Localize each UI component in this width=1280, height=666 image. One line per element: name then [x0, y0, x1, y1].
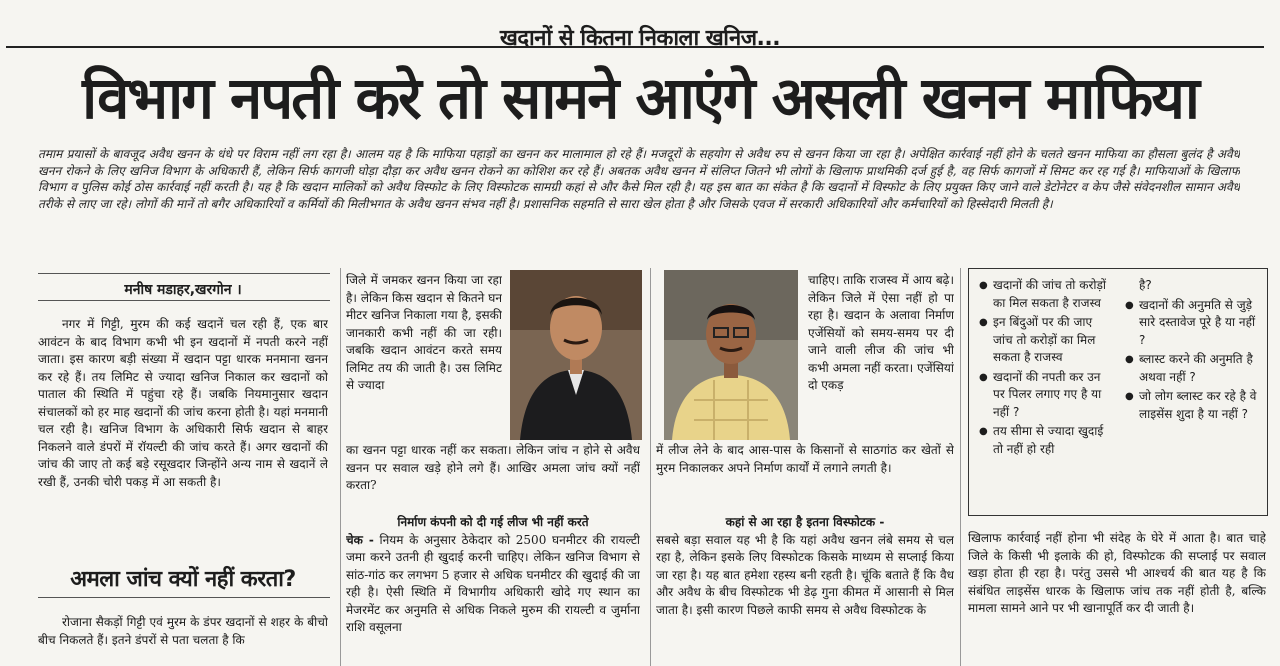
fact-box — [968, 268, 1268, 516]
column-2-top-text: जिले में जमकर खनन किया जा रहा है। लेकिन किस खदान से कितने घन मीटर खनिज निकाला गया है, इसकी जानकारी कभी नहीं की जा रही। जबकि खदान आवंटन करते समय लिमिट तय की जाती है। उस लिमिट से ज्यादा — [346, 273, 502, 392]
column-3-section — [656, 514, 954, 666]
column-separator-3 — [960, 268, 961, 666]
column-3-wide — [656, 442, 954, 512]
subheading-amla: अमला जांच क्यों नहीं करता? — [70, 567, 296, 592]
column-1-body — [38, 316, 328, 556]
fact-box-item: है? — [1139, 278, 1152, 292]
person-photo-1 — [510, 270, 642, 440]
column-2-lead: चेक - — [346, 532, 374, 547]
column-3-section-text — [656, 514, 954, 619]
fact-box-item: ● जो लोग ब्लास्ट कर रहे है वे लाइसेंस शुदा है या नहीं ? — [1125, 388, 1259, 423]
fact-box-item: ● खदानों की जांच तो करोड़ों का मिल सकता है राजस्व — [979, 277, 1111, 312]
byline-rule-bottom — [38, 300, 330, 301]
column-separator — [340, 268, 341, 666]
column-3-top-text: चाहिए। ताकि राजस्व में आय बढ़े। लेकिन जिले में ऐसा नहीं हो पा रहा है। खदान के अलावा निर्माण एजेंसियों को समय-समय पर दी जाने वाली लीज की जांच भी कभी अमला नहीं करता। एजेंसियां दो एकड़ — [808, 273, 954, 392]
person-photo-2 — [664, 270, 798, 440]
column-3-wide-text: में लीज लेने के बाद आस-पास के किसानों से साठगांठ कर खेतों से मुरम निकालकर अपने निर्माण कार्यों में लगाने लगती है। — [656, 443, 954, 475]
column-2-subheading: निर्माण कंपनी को दी गई लीज भी नहीं करते — [397, 515, 589, 529]
fact-box-item: ● तय सीमा से ज्यादा खुदाई तो नहीं हो रही — [979, 423, 1111, 458]
intro-paragraph: तमाम प्रयासों के बावजूद अवैध खनन के धंधे पर विराम नहीं लग रहा है। आलम यह है कि माफिया पहाड़ों का खनन कर मालामाल हो रहे हैं। मजदूरों के सहयोग से अवैध रुप से खनन किया जा रहा है। अपेक्षित कार्रवाई नहीं होने के चलते खनन माफिया का हौसला बुलंद है अवैध खनन रोकने के लिए खनिज विभाग के अधिकारी हैं, लेकिन सिर्फ कागजी घोड़ा दौड़ा कर अवैध खनन रोकने का कोशिश कर रहे हैं। अबतक अवैध खनन में संलिप्त जितने भी लोगों के खिलाफ प्राथमिकी दर्ज हुई है, वह सिर्फ कागजों में सिमट कर रह गई है। माफियाओं के खिलाफ विभाग व पुलिस कोई ठोस कार्रवाई नहीं करती है। यह है कि खदान मालिकों को अवैध विस्फोट के लिए विस्फोटक सामग्री कहां से और कैसे मिल रही है। यह इस बात का संकेत है कि खदानों में विस्फोट के लिए प्रयुक्त किए जाने वाले डेटोनेटर व केप जैसे संवेदनशील सामान अवैध तरीके से लाए जा रहे। लोगों की मानें तो बगैर अधिकारियों व कर्मियों की मिलीभगत के अवैध खनन संभव नहीं है। प्रशासनिक सहमति से सारा खेल होता है और जिसके एवज में सरकारी अधिकारियों और कर्मचारियों को हिस्सेदारी मिलती है। — [38, 147, 1240, 211]
column-1-paragraph-2: रोजाना सैकड़ों गिट्टी एवं मुरम के डंपर खदानों से शहर के बीचो बीच निकलते हैं। इतने डंपरों से पता चलता है कि — [38, 615, 328, 647]
column-2-top — [346, 272, 502, 464]
fact-box-item: ● खदानों की नपती कर उन पर पिलर लगाए गए है या नहीं ? — [979, 369, 1111, 422]
column-1-paragraph: नगर में गिट्टी, मुरम की कई खदानें चल रही हैं, एक बार आवंटन के बाद विभाग कभी भी इन खदानों में नपती करने नहीं जाता। इस कारण बड़ी संख्या में खदान पट्टा धारक मनमाना खनन कर रहे हैं। तय लिमिट से ज्यादा खनिज निकाल कर खदानों को पाताल की स्थिति में पहुंचा रहे हैं। जबकि नियमानुसार खदान संचालकों को हर माह खदानों की जांच करना होती है। यहां मनमानी चल रही है। खनिज विभाग के अधिकारी सिर्फ खदान से बाहर निकलने वाले डंपरों में रॉयल्टी की जांच करते हैं। अगर खदानों की जांच की जाए तो कई बड़े रसूखदार जिन्होंने अन्य नाम से खदानें ले रखी हैं, उनकी चोरी पकड़ में आ सकती है। — [38, 317, 328, 489]
byline: मनीष मडाहर,खरगोन । — [124, 282, 242, 298]
fact-box-item: ● इन बिंदुओं पर की जाए जांच तो करोड़ों का मिल सकता है राजस्व — [979, 314, 1111, 367]
column-2-body: नियम के अनुसार ठेकेदार को 2500 घनमीटर की रायल्टी जमा करने उतनी ही खुदाई करनी चाहिए। लेकिन खनिज विभाग से सांठ-गांठ कर लगभग 5 हजार से अधिक घनमीटर की खुदाई की जा रही है। ऐसी स्थिति में विभागीय अधिकारी खोदे गए स्थान का मेजरमेंट कर अनुमति से अधिक निकले मुरुम की रायल्टी व जुर्माना राशि वसूलना — [346, 532, 640, 634]
subhead-rule — [38, 597, 330, 598]
fact-box-list-right — [1125, 277, 1259, 425]
column-2-wide — [346, 442, 640, 512]
column-4-text: खिलाफ कार्रवाई नहीं होना भी संदेह के घेरे में आता है। बात चाहे जिले के किसी भी इलाके की हो, विस्फोटक की सप्लाई पर सवाल खड़ा होता ही रहा है। परंतु उससे भी आश्चर्य की बात यह है कि संबंधित लाइसेंस धारक के खिलाफ जांच तक नहीं होती है, बल्कि मामला सामने आने पर भी खानापूर्ति कर दी जाती है। — [968, 531, 1266, 615]
column-2-section-text — [346, 514, 640, 637]
kicker-rule — [6, 46, 1264, 48]
column-separator-2 — [650, 268, 651, 666]
main-headline: विभाग नपती करे तो सामने आएंगे असली खनन माफिया — [82, 64, 1198, 132]
column-3-subheading: कहां से आ रहा है इतना विस्फोटक - — [725, 515, 885, 529]
column-3-body: सबसे बड़ा सवाल यह भी है कि यहां अवैध खनन लंबे समय से चल रहा है, लेकिन इसके लिए विस्फोटक किसके माध्यम से सप्लाई किया जा रहा है। यह बात हमेशा रहस्य बनी रहती है। चूंकि बताते हैं कि वैध और अवैध के बीच विस्फोटक भी डेढ़ गुना कीमत में आसानी से मिल जाता है। इसी कारण पिछले काफी समय से अवैध विस्फोटक के — [656, 532, 954, 617]
column-1-continued — [38, 614, 328, 666]
column-4-body — [968, 530, 1266, 666]
column-3-top — [808, 272, 954, 444]
fact-box-item: ● खदानों की अनुमति से जुड़े सारे दस्तावेज पूरे है या नहीं ? — [1125, 297, 1259, 350]
fact-box-item: ● ब्लास्ट करने की अनुमति है अथवा नहीं ? — [1125, 351, 1259, 386]
fact-box-list-left — [979, 277, 1111, 460]
column-2-wide-text: का खनन पट्टा धारक नहीं कर सकता। लेकिन जांच न होने से अवैध खनन पर सवाल खड़े होने लगे हैं। आखिर अमला जांच क्यों नहीं करता? — [346, 443, 640, 492]
column-2-section — [346, 514, 640, 666]
byline-rule-top — [38, 273, 330, 274]
kicker-headline: खदानों से कितना निकाला खनिज... — [499, 26, 781, 51]
